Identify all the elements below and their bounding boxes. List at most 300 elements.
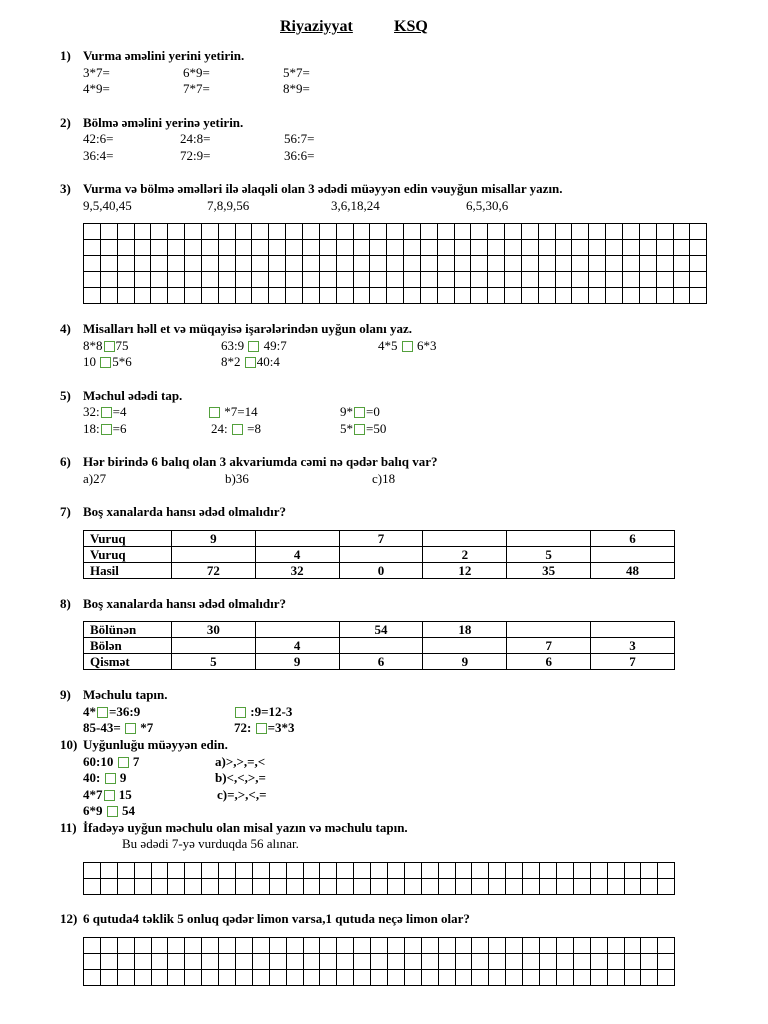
grid-cell[interactable] bbox=[557, 954, 574, 970]
grid-cell[interactable] bbox=[354, 288, 371, 304]
grid-cell[interactable] bbox=[185, 272, 202, 288]
grid-cell[interactable] bbox=[606, 272, 623, 288]
grid-cell[interactable] bbox=[151, 240, 168, 256]
grid-cell[interactable] bbox=[405, 863, 422, 879]
grid-cell[interactable] bbox=[252, 288, 269, 304]
grid-cell[interactable] bbox=[270, 954, 287, 970]
table-cell[interactable]: 48 bbox=[591, 563, 675, 579]
grid-cell[interactable] bbox=[152, 879, 169, 895]
grid-cell[interactable] bbox=[540, 970, 557, 986]
table-cell[interactable]: 7 bbox=[339, 531, 423, 547]
answer-box[interactable] bbox=[235, 707, 246, 718]
grid-cell[interactable] bbox=[185, 256, 202, 272]
grid-cell[interactable] bbox=[556, 288, 573, 304]
table-cell[interactable]: 5 bbox=[507, 547, 591, 563]
grid-cell[interactable] bbox=[219, 938, 236, 954]
grid-cell[interactable] bbox=[320, 938, 337, 954]
grid-cell[interactable] bbox=[236, 863, 253, 879]
grid-cell[interactable] bbox=[506, 863, 523, 879]
grid-cell[interactable] bbox=[540, 879, 557, 895]
q12-answer-grid[interactable] bbox=[83, 937, 675, 986]
grid-cell[interactable] bbox=[606, 224, 623, 240]
grid-cell[interactable] bbox=[574, 938, 591, 954]
grid-cell[interactable] bbox=[185, 288, 202, 304]
grid-cell[interactable] bbox=[168, 863, 185, 879]
grid-cell[interactable] bbox=[202, 256, 219, 272]
grid-cell[interactable] bbox=[135, 863, 152, 879]
grid-cell[interactable] bbox=[304, 879, 321, 895]
table-cell[interactable]: 30 bbox=[171, 622, 255, 638]
grid-cell[interactable] bbox=[287, 938, 304, 954]
grid-cell[interactable] bbox=[202, 879, 219, 895]
grid-cell[interactable] bbox=[270, 879, 287, 895]
table-cell[interactable]: 6 bbox=[591, 531, 675, 547]
grid-cell[interactable] bbox=[589, 288, 606, 304]
grid-cell[interactable] bbox=[269, 256, 286, 272]
grid-cell[interactable] bbox=[591, 863, 608, 879]
grid-cell[interactable] bbox=[388, 970, 405, 986]
grid-cell[interactable] bbox=[185, 970, 202, 986]
grid-cell[interactable] bbox=[505, 240, 522, 256]
grid-cell[interactable] bbox=[523, 938, 540, 954]
grid-cell[interactable] bbox=[320, 224, 337, 240]
grid-cell[interactable] bbox=[168, 288, 185, 304]
grid-cell[interactable] bbox=[236, 288, 253, 304]
grid-cell[interactable] bbox=[354, 863, 371, 879]
grid-cell[interactable] bbox=[438, 224, 455, 240]
grid-cell[interactable] bbox=[523, 954, 540, 970]
grid-cell[interactable] bbox=[591, 954, 608, 970]
grid-cell[interactable] bbox=[320, 272, 337, 288]
grid-cell[interactable] bbox=[472, 938, 489, 954]
grid-cell[interactable] bbox=[455, 256, 472, 272]
table-cell[interactable]: 9 bbox=[255, 654, 339, 670]
grid-cell[interactable] bbox=[472, 954, 489, 970]
grid-cell[interactable] bbox=[404, 272, 421, 288]
grid-cell[interactable] bbox=[269, 240, 286, 256]
grid-cell[interactable] bbox=[455, 240, 472, 256]
grid-cell[interactable] bbox=[641, 970, 658, 986]
grid-cell[interactable] bbox=[405, 970, 422, 986]
grid-cell[interactable] bbox=[118, 256, 135, 272]
grid-cell[interactable] bbox=[623, 272, 640, 288]
grid-cell[interactable] bbox=[471, 288, 488, 304]
grid-cell[interactable] bbox=[135, 970, 152, 986]
grid-cell[interactable] bbox=[320, 240, 337, 256]
grid-cell[interactable] bbox=[589, 224, 606, 240]
grid-cell[interactable] bbox=[455, 288, 472, 304]
grid-cell[interactable] bbox=[404, 224, 421, 240]
grid-cell[interactable] bbox=[202, 970, 219, 986]
grid-cell[interactable] bbox=[690, 256, 707, 272]
table-cell[interactable]: 9 bbox=[171, 531, 255, 547]
grid-cell[interactable] bbox=[572, 256, 589, 272]
grid-cell[interactable] bbox=[287, 879, 304, 895]
q3-answer-grid[interactable] bbox=[83, 223, 707, 304]
table-cell[interactable]: 18 bbox=[423, 622, 507, 638]
grid-cell[interactable] bbox=[522, 288, 539, 304]
grid-cell[interactable] bbox=[625, 970, 642, 986]
answer-box[interactable] bbox=[104, 341, 115, 352]
grid-cell[interactable] bbox=[658, 954, 675, 970]
grid-cell[interactable] bbox=[641, 863, 658, 879]
grid-cell[interactable] bbox=[219, 970, 236, 986]
grid-cell[interactable] bbox=[168, 938, 185, 954]
grid-cell[interactable] bbox=[506, 954, 523, 970]
grid-cell[interactable] bbox=[354, 954, 371, 970]
grid-cell[interactable] bbox=[118, 240, 135, 256]
grid-cell[interactable] bbox=[168, 879, 185, 895]
grid-cell[interactable] bbox=[84, 863, 101, 879]
answer-box[interactable] bbox=[104, 790, 115, 801]
grid-cell[interactable] bbox=[625, 954, 642, 970]
grid-cell[interactable] bbox=[337, 224, 354, 240]
grid-cell[interactable] bbox=[690, 240, 707, 256]
grid-cell[interactable] bbox=[168, 240, 185, 256]
grid-cell[interactable] bbox=[539, 288, 556, 304]
grid-cell[interactable] bbox=[608, 863, 625, 879]
grid-cell[interactable] bbox=[168, 256, 185, 272]
grid-cell[interactable] bbox=[354, 240, 371, 256]
grid-cell[interactable] bbox=[438, 288, 455, 304]
grid-cell[interactable] bbox=[690, 288, 707, 304]
table-cell[interactable]: 7 bbox=[591, 654, 675, 670]
grid-cell[interactable] bbox=[185, 240, 202, 256]
grid-cell[interactable] bbox=[674, 288, 691, 304]
grid-cell[interactable] bbox=[472, 879, 489, 895]
grid-cell[interactable] bbox=[489, 863, 506, 879]
grid-cell[interactable] bbox=[185, 224, 202, 240]
grid-cell[interactable] bbox=[303, 256, 320, 272]
grid-cell[interactable] bbox=[118, 272, 135, 288]
grid-cell[interactable] bbox=[439, 954, 456, 970]
grid-cell[interactable] bbox=[523, 970, 540, 986]
grid-cell[interactable] bbox=[84, 288, 101, 304]
grid-cell[interactable] bbox=[118, 863, 135, 879]
grid-cell[interactable] bbox=[404, 256, 421, 272]
grid-cell[interactable] bbox=[287, 970, 304, 986]
grid-cell[interactable] bbox=[421, 288, 438, 304]
answer-box[interactable] bbox=[256, 723, 267, 734]
grid-cell[interactable] bbox=[236, 879, 253, 895]
grid-cell[interactable] bbox=[539, 256, 556, 272]
grid-cell[interactable] bbox=[438, 256, 455, 272]
grid-cell[interactable] bbox=[488, 256, 505, 272]
grid-cell[interactable] bbox=[151, 272, 168, 288]
grid-cell[interactable] bbox=[101, 938, 118, 954]
grid-cell[interactable] bbox=[354, 272, 371, 288]
grid-cell[interactable] bbox=[84, 938, 101, 954]
grid-cell[interactable] bbox=[270, 863, 287, 879]
grid-cell[interactable] bbox=[422, 863, 439, 879]
grid-cell[interactable] bbox=[405, 954, 422, 970]
table-cell[interactable]: 3 bbox=[591, 638, 675, 654]
answer-box[interactable] bbox=[105, 773, 116, 784]
grid-cell[interactable] bbox=[101, 240, 118, 256]
table-cell[interactable] bbox=[423, 638, 507, 654]
grid-cell[interactable] bbox=[337, 879, 354, 895]
grid-cell[interactable] bbox=[574, 970, 591, 986]
grid-cell[interactable] bbox=[202, 272, 219, 288]
grid-cell[interactable] bbox=[135, 879, 152, 895]
grid-cell[interactable] bbox=[236, 224, 253, 240]
grid-cell[interactable] bbox=[471, 224, 488, 240]
answer-box[interactable] bbox=[232, 424, 243, 435]
table-cell[interactable] bbox=[255, 622, 339, 638]
grid-cell[interactable] bbox=[505, 256, 522, 272]
grid-cell[interactable] bbox=[135, 938, 152, 954]
table-cell[interactable] bbox=[507, 622, 591, 638]
grid-cell[interactable] bbox=[84, 256, 101, 272]
grid-cell[interactable] bbox=[540, 938, 557, 954]
grid-cell[interactable] bbox=[236, 240, 253, 256]
grid-cell[interactable] bbox=[370, 272, 387, 288]
grid-cell[interactable] bbox=[287, 954, 304, 970]
grid-cell[interactable] bbox=[388, 879, 405, 895]
answer-box[interactable] bbox=[118, 757, 129, 768]
grid-cell[interactable] bbox=[522, 240, 539, 256]
grid-cell[interactable] bbox=[540, 863, 557, 879]
grid-cell[interactable] bbox=[286, 256, 303, 272]
grid-cell[interactable] bbox=[439, 879, 456, 895]
grid-cell[interactable] bbox=[202, 863, 219, 879]
grid-cell[interactable] bbox=[456, 970, 473, 986]
grid-cell[interactable] bbox=[185, 879, 202, 895]
grid-cell[interactable] bbox=[557, 863, 574, 879]
table-cell[interactable]: 6 bbox=[507, 654, 591, 670]
grid-cell[interactable] bbox=[674, 272, 691, 288]
grid-cell[interactable] bbox=[337, 256, 354, 272]
grid-cell[interactable] bbox=[572, 288, 589, 304]
grid-cell[interactable] bbox=[202, 954, 219, 970]
grid-cell[interactable] bbox=[219, 240, 236, 256]
grid-cell[interactable] bbox=[640, 288, 657, 304]
grid-cell[interactable] bbox=[371, 863, 388, 879]
grid-cell[interactable] bbox=[556, 272, 573, 288]
grid-cell[interactable] bbox=[404, 240, 421, 256]
grid-cell[interactable] bbox=[591, 879, 608, 895]
grid-cell[interactable] bbox=[640, 256, 657, 272]
grid-cell[interactable] bbox=[151, 256, 168, 272]
grid-cell[interactable] bbox=[472, 970, 489, 986]
grid-cell[interactable] bbox=[388, 938, 405, 954]
table-cell[interactable] bbox=[591, 622, 675, 638]
grid-cell[interactable] bbox=[304, 863, 321, 879]
grid-cell[interactable] bbox=[658, 863, 675, 879]
q11-answer-grid[interactable] bbox=[83, 862, 675, 895]
grid-cell[interactable] bbox=[387, 256, 404, 272]
grid-cell[interactable] bbox=[118, 954, 135, 970]
grid-cell[interactable] bbox=[320, 863, 337, 879]
grid-cell[interactable] bbox=[337, 938, 354, 954]
grid-cell[interactable] bbox=[422, 879, 439, 895]
grid-cell[interactable] bbox=[252, 240, 269, 256]
grid-cell[interactable] bbox=[623, 288, 640, 304]
grid-cell[interactable] bbox=[101, 256, 118, 272]
grid-cell[interactable] bbox=[101, 970, 118, 986]
grid-cell[interactable] bbox=[219, 954, 236, 970]
grid-cell[interactable] bbox=[354, 970, 371, 986]
grid-cell[interactable] bbox=[219, 288, 236, 304]
grid-cell[interactable] bbox=[439, 970, 456, 986]
grid-cell[interactable] bbox=[421, 240, 438, 256]
grid-cell[interactable] bbox=[489, 970, 506, 986]
grid-cell[interactable] bbox=[304, 938, 321, 954]
answer-box[interactable] bbox=[248, 341, 259, 352]
grid-cell[interactable] bbox=[202, 938, 219, 954]
grid-cell[interactable] bbox=[608, 954, 625, 970]
grid-cell[interactable] bbox=[506, 938, 523, 954]
grid-cell[interactable] bbox=[287, 863, 304, 879]
table-cell[interactable]: 4 bbox=[255, 638, 339, 654]
grid-cell[interactable] bbox=[152, 863, 169, 879]
grid-cell[interactable] bbox=[337, 863, 354, 879]
grid-cell[interactable] bbox=[522, 272, 539, 288]
table-cell[interactable] bbox=[171, 638, 255, 654]
grid-cell[interactable] bbox=[286, 224, 303, 240]
grid-cell[interactable] bbox=[269, 272, 286, 288]
table-cell[interactable]: 0 bbox=[339, 563, 423, 579]
answer-box[interactable] bbox=[354, 407, 365, 418]
grid-cell[interactable] bbox=[658, 938, 675, 954]
table-cell[interactable]: 35 bbox=[507, 563, 591, 579]
grid-cell[interactable] bbox=[591, 938, 608, 954]
grid-cell[interactable] bbox=[674, 256, 691, 272]
grid-cell[interactable] bbox=[456, 938, 473, 954]
grid-cell[interactable] bbox=[236, 272, 253, 288]
grid-cell[interactable] bbox=[422, 938, 439, 954]
grid-cell[interactable] bbox=[151, 288, 168, 304]
grid-cell[interactable] bbox=[101, 224, 118, 240]
table-cell[interactable]: 7 bbox=[507, 638, 591, 654]
grid-cell[interactable] bbox=[320, 970, 337, 986]
table-cell[interactable]: 5 bbox=[171, 654, 255, 670]
grid-cell[interactable] bbox=[388, 863, 405, 879]
grid-cell[interactable] bbox=[405, 938, 422, 954]
grid-cell[interactable] bbox=[219, 272, 236, 288]
grid-cell[interactable] bbox=[185, 954, 202, 970]
grid-cell[interactable] bbox=[236, 970, 253, 986]
grid-cell[interactable] bbox=[286, 272, 303, 288]
grid-cell[interactable] bbox=[269, 288, 286, 304]
grid-cell[interactable] bbox=[185, 863, 202, 879]
grid-cell[interactable] bbox=[152, 970, 169, 986]
table-cell[interactable] bbox=[171, 547, 255, 563]
grid-cell[interactable] bbox=[151, 224, 168, 240]
answer-box[interactable] bbox=[101, 424, 112, 435]
grid-cell[interactable] bbox=[286, 288, 303, 304]
table-cell[interactable] bbox=[591, 547, 675, 563]
grid-cell[interactable] bbox=[387, 272, 404, 288]
grid-cell[interactable] bbox=[690, 272, 707, 288]
grid-cell[interactable] bbox=[337, 272, 354, 288]
grid-cell[interactable] bbox=[84, 954, 101, 970]
grid-cell[interactable] bbox=[421, 272, 438, 288]
table-cell[interactable] bbox=[255, 531, 339, 547]
grid-cell[interactable] bbox=[253, 938, 270, 954]
grid-cell[interactable] bbox=[253, 863, 270, 879]
grid-cell[interactable] bbox=[371, 954, 388, 970]
grid-cell[interactable] bbox=[303, 240, 320, 256]
grid-cell[interactable] bbox=[608, 879, 625, 895]
grid-cell[interactable] bbox=[135, 256, 152, 272]
grid-cell[interactable] bbox=[608, 970, 625, 986]
grid-cell[interactable] bbox=[202, 224, 219, 240]
grid-cell[interactable] bbox=[625, 938, 642, 954]
grid-cell[interactable] bbox=[101, 879, 118, 895]
answer-box[interactable] bbox=[245, 357, 256, 368]
grid-cell[interactable] bbox=[101, 272, 118, 288]
grid-cell[interactable] bbox=[472, 863, 489, 879]
grid-cell[interactable] bbox=[421, 256, 438, 272]
grid-cell[interactable] bbox=[506, 970, 523, 986]
grid-cell[interactable] bbox=[168, 954, 185, 970]
grid-cell[interactable] bbox=[370, 256, 387, 272]
grid-cell[interactable] bbox=[320, 879, 337, 895]
grid-cell[interactable] bbox=[270, 970, 287, 986]
grid-cell[interactable] bbox=[337, 240, 354, 256]
table-cell[interactable]: 12 bbox=[423, 563, 507, 579]
grid-cell[interactable] bbox=[421, 224, 438, 240]
grid-cell[interactable] bbox=[438, 240, 455, 256]
grid-cell[interactable] bbox=[657, 224, 674, 240]
answer-box[interactable] bbox=[125, 723, 136, 734]
grid-cell[interactable] bbox=[269, 224, 286, 240]
grid-cell[interactable] bbox=[405, 879, 422, 895]
grid-cell[interactable] bbox=[303, 224, 320, 240]
grid-cell[interactable] bbox=[640, 224, 657, 240]
grid-cell[interactable] bbox=[371, 970, 388, 986]
grid-cell[interactable] bbox=[572, 224, 589, 240]
grid-cell[interactable] bbox=[320, 288, 337, 304]
grid-cell[interactable] bbox=[606, 256, 623, 272]
grid-cell[interactable] bbox=[625, 879, 642, 895]
grid-cell[interactable] bbox=[574, 879, 591, 895]
grid-cell[interactable] bbox=[539, 224, 556, 240]
grid-cell[interactable] bbox=[135, 224, 152, 240]
grid-cell[interactable] bbox=[354, 938, 371, 954]
grid-cell[interactable] bbox=[168, 970, 185, 986]
grid-cell[interactable] bbox=[557, 879, 574, 895]
grid-cell[interactable] bbox=[505, 224, 522, 240]
grid-cell[interactable] bbox=[456, 863, 473, 879]
answer-box[interactable] bbox=[97, 707, 108, 718]
grid-cell[interactable] bbox=[101, 288, 118, 304]
grid-cell[interactable] bbox=[185, 938, 202, 954]
grid-cell[interactable] bbox=[253, 954, 270, 970]
grid-cell[interactable] bbox=[589, 240, 606, 256]
grid-cell[interactable] bbox=[522, 256, 539, 272]
table-cell[interactable]: 4 bbox=[255, 547, 339, 563]
grid-cell[interactable] bbox=[439, 938, 456, 954]
grid-cell[interactable] bbox=[84, 240, 101, 256]
answer-box[interactable] bbox=[107, 806, 118, 817]
table-cell[interactable]: 9 bbox=[423, 654, 507, 670]
grid-cell[interactable] bbox=[303, 288, 320, 304]
table-cell[interactable] bbox=[507, 531, 591, 547]
grid-cell[interactable] bbox=[674, 224, 691, 240]
grid-cell[interactable] bbox=[658, 879, 675, 895]
grid-cell[interactable] bbox=[337, 954, 354, 970]
grid-cell[interactable] bbox=[505, 288, 522, 304]
grid-cell[interactable] bbox=[219, 879, 236, 895]
table-cell[interactable] bbox=[339, 547, 423, 563]
grid-cell[interactable] bbox=[118, 288, 135, 304]
grid-cell[interactable] bbox=[641, 938, 658, 954]
grid-cell[interactable] bbox=[640, 272, 657, 288]
grid-cell[interactable] bbox=[219, 256, 236, 272]
grid-cell[interactable] bbox=[657, 240, 674, 256]
